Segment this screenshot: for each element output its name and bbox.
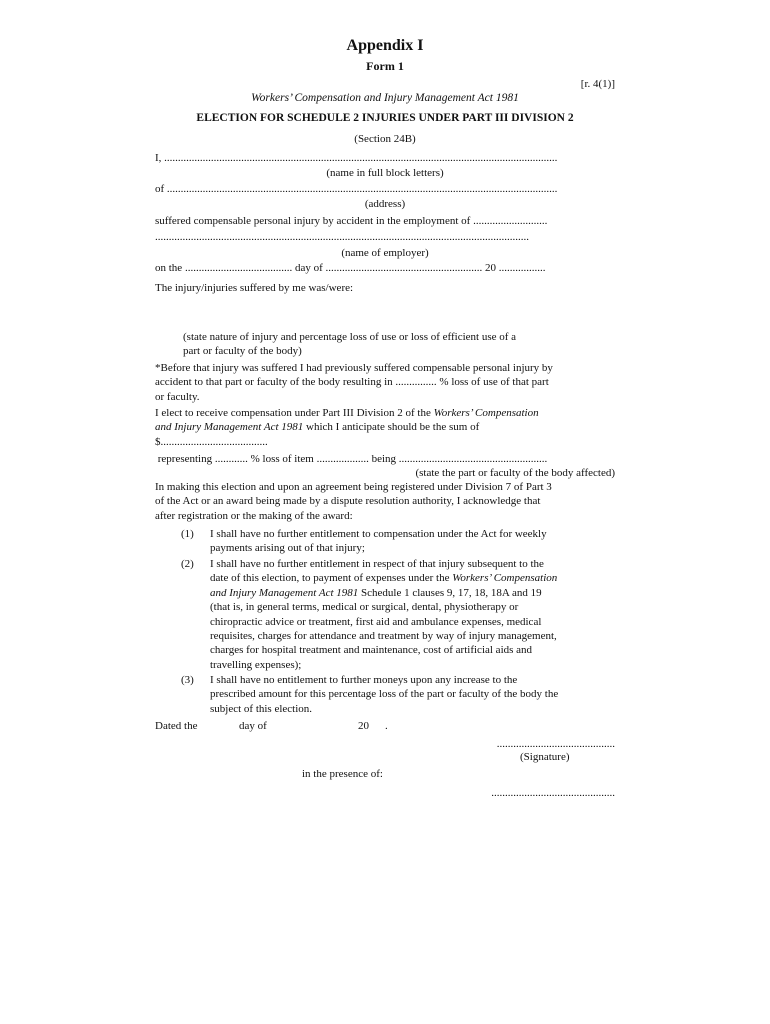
- list-item: [210, 673, 620, 716]
- dated-label: Dated the: [155, 720, 198, 732]
- item-line: travelling expenses);: [210, 658, 302, 671]
- rule-reference: [r. 4(1)]: [580, 78, 615, 90]
- paragraph-line: I elect to receive compensation under Part III Division 2 of the Workers’ Compensation: [155, 407, 539, 419]
- witness-field[interactable]: .............................................: [491, 787, 615, 799]
- part-caption: (state the part or faculty of the body affected): [415, 467, 615, 479]
- item-line: payments arising out of that injury;: [210, 542, 365, 555]
- employment-line[interactable]: suffered compensable personal injury by accident in the employment of ...........................: [155, 215, 548, 227]
- act-reference: Workers’ Compensation: [433, 407, 539, 419]
- injury-date-line[interactable]: on the ....................................... day of ......................................................... 20 .................: [155, 262, 546, 274]
- item-line: I shall have no further entitlement in respect of that injury subsequent to the: [210, 558, 544, 570]
- paragraph-line: of the Act or an award being made by a dispute resolution authority, I acknowledge that: [155, 495, 541, 508]
- item-line: prescribed amount for this percentage loss of the part or faculty of the body the: [210, 688, 559, 701]
- injury-caption-line: (state nature of injury and percentage loss of use or loss of efficient use of a: [183, 331, 517, 343]
- item-line: charges for hospital treatment and maintenance, cost of artificial aids and: [210, 644, 533, 657]
- form-label: Form 1: [366, 59, 404, 73]
- prior-injury-paragraph: [155, 361, 617, 404]
- paragraph-line: accident to that part or faculty of the body resulting in ............... % loss of use of that part: [155, 376, 549, 389]
- appendix-title: Appendix I: [346, 37, 424, 54]
- item-number: (1): [181, 528, 194, 540]
- period: .: [385, 720, 388, 732]
- act-reference: Workers’ Compensation: [452, 572, 558, 585]
- act-reference: and Injury Management Act 1981: [155, 421, 304, 434]
- section-reference: (Section 24B): [354, 133, 416, 145]
- paragraph-line: after registration or the making of the award:: [155, 509, 353, 522]
- signature-field[interactable]: ...........................................: [496, 738, 615, 750]
- employer-field[interactable]: ........................................................................................................................................: [155, 231, 529, 243]
- injuries-label: The injury/injuries suffered by me was/were:: [155, 282, 354, 294]
- paragraph-line: and Injury Management Act 1981 which I anticipate should be the sum of: [155, 421, 480, 434]
- election-paragraph: [155, 406, 617, 449]
- injury-caption: [183, 330, 603, 359]
- act-reference: and Injury Management Act 1981: [210, 586, 359, 599]
- list-item: [210, 527, 620, 556]
- item-number: (2): [181, 558, 194, 570]
- item-line: I shall have no entitlement to further moneys upon any increase to the: [210, 674, 518, 686]
- act-name: Workers’ Compensation and Injury Management Act 1981: [251, 92, 519, 104]
- paragraph-line: *Before that injury was suffered I had previously suffered compensable personal injury by: [155, 362, 553, 374]
- representing-line[interactable]: representing ............ % loss of item ................... being ......................................................: [155, 453, 548, 465]
- item-line: date of this election, to payment of expenses under the Workers’ Compensation: [210, 572, 558, 585]
- name-caption: (name in full block letters): [326, 167, 444, 179]
- item-line: subject of this election.: [210, 702, 313, 715]
- acknowledgement-paragraph: [155, 480, 617, 523]
- paragraph-line: or faculty.: [155, 390, 200, 403]
- item-line: (that is, in general terms, medical or surgical, dental, physiotherapy or: [210, 601, 519, 614]
- presence-label: in the presence of:: [302, 768, 383, 780]
- item-line: I shall have no further entitlement to compensation under the Act for weekly: [210, 528, 547, 540]
- address-caption: (address): [364, 198, 406, 210]
- list-item: [210, 557, 620, 672]
- signature-caption: (Signature): [520, 751, 570, 763]
- item-number: (3): [181, 674, 194, 686]
- year-label[interactable]: 20: [358, 720, 369, 732]
- address-field[interactable]: of ..............................................................................................................................................: [155, 183, 558, 195]
- item-line: and Injury Management Act 1981 Schedule 1 clauses 9, 17, 18, 18A and 19: [210, 586, 542, 599]
- employer-caption: (name of employer): [341, 247, 429, 259]
- item-line: requisites, charges for attendance and treatment by way of injury management,: [210, 630, 557, 643]
- name-field[interactable]: I, ...............................................................................................................................................: [155, 152, 558, 164]
- paragraph-line: In making this election and upon an agreement being registered under Division 7 of Part 3: [155, 481, 552, 493]
- item-line: chiropractic advice or treatment, first aid and ambulance expenses, medical: [210, 615, 542, 628]
- election-heading: ELECTION FOR SCHEDULE 2 INJURIES UNDER PART III DIVISION 2: [196, 112, 574, 124]
- amount-field[interactable]: $.......................................: [155, 435, 268, 448]
- injury-caption-line: part or faculty of the body): [183, 345, 302, 358]
- day-of-label[interactable]: day of: [239, 720, 267, 732]
